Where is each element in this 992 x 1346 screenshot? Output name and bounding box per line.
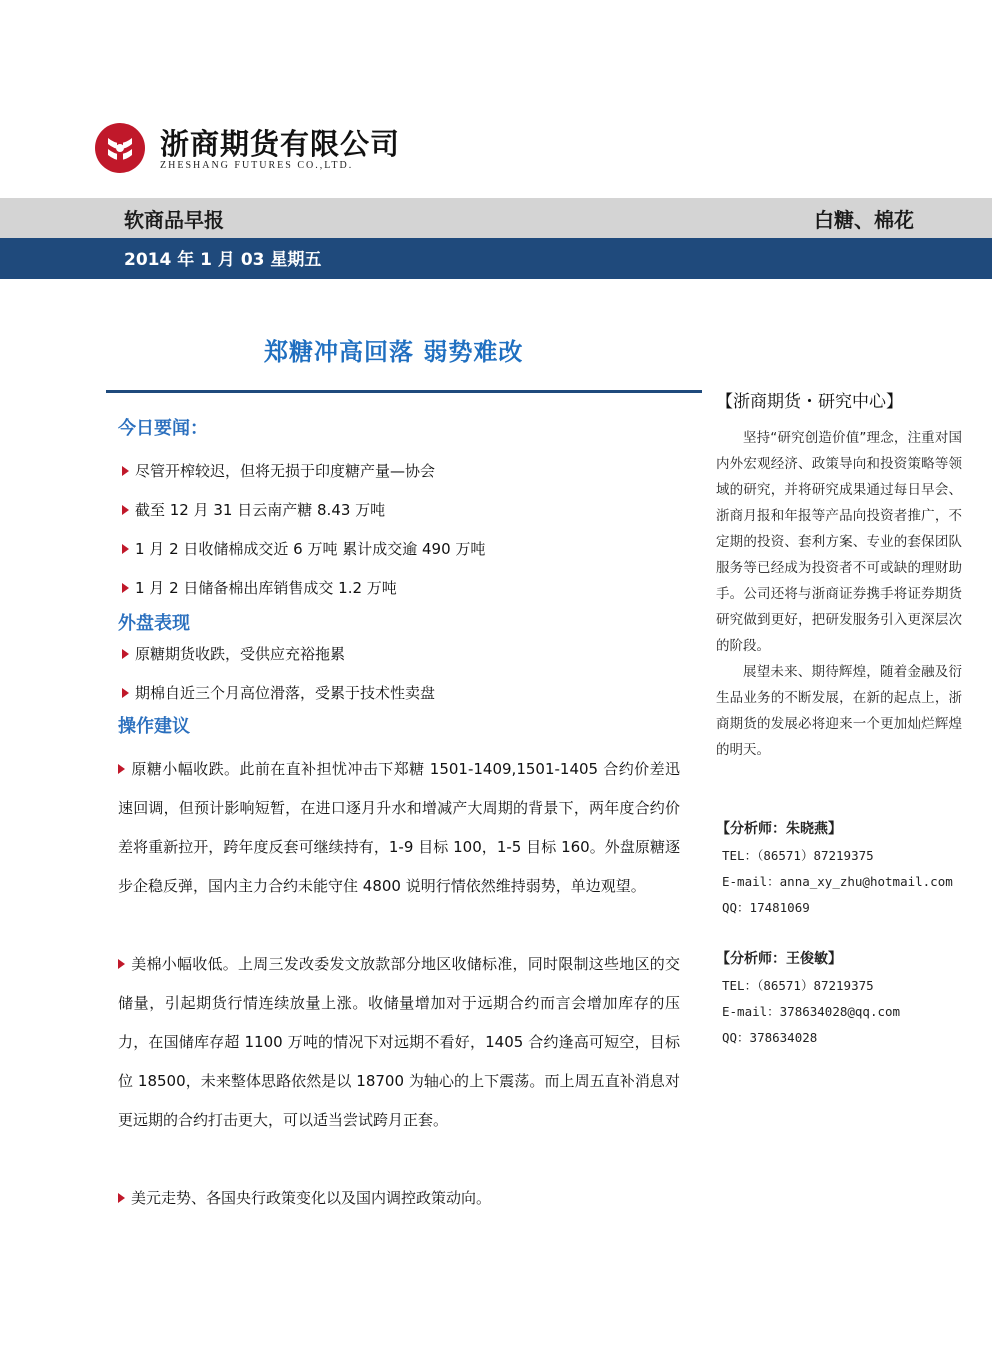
intro-paragraph: 坚持“研究创造价值”理念，注重对国内外宏观经济、政策导向和投资策略等领域的研究，并将研究成果通过每日早会、浙商月报和年报等产品向投资者推广，不定期的投资、套利方案、专业的套保团队服务等已经成为投资者不可或缺的理财助手。公司还将与浙商证券携手将证券期货研究做到更好，把研发服务引入更深层次的阶段。 [716, 430, 962, 654]
bullet-icon [118, 764, 125, 774]
bullet-icon [122, 466, 129, 476]
list-item: 尽管开榨较迟，但将无损于印度糖产量—协会 [122, 460, 435, 481]
analyst-email[interactable]: E-mail：378634028@qq.com [722, 1004, 901, 1019]
analyst-title: 【分析师：王俊敏】 [716, 951, 842, 967]
page-title: 郑糖冲高回落 弱势难改 [264, 338, 524, 366]
section-title-overseas: 外盘表现 [118, 613, 190, 634]
analyst-title: 【分析师：朱晓燕】 [716, 821, 842, 837]
headline-divider [106, 390, 702, 393]
company-logo-icon [94, 122, 146, 174]
section-title-news: 今日要闻： [118, 418, 208, 439]
analyst-qq: QQ：17481069 [722, 900, 810, 915]
list-item: 期棉自近三个月高位滑落，受累于技术性卖盘 [122, 682, 435, 703]
analyst-qq: QQ：378634028 [722, 1030, 818, 1045]
bullet-icon [122, 688, 129, 698]
bullet-icon [122, 649, 129, 659]
bullet-icon [122, 583, 129, 593]
company-name-en: ZHESHANG FUTURES CO.,LTD. [160, 160, 354, 171]
research-center-intro [716, 425, 962, 763]
analyst-email[interactable]: E-mail：anna_xy_zhu@hotmail.com [722, 874, 953, 889]
list-item: 1 月 2 日储备棉出库销售成交 1.2 万吨 [122, 577, 397, 598]
company-name-cn: 浙商期货有限公司 [160, 127, 401, 161]
advice-paragraph: 美棉小幅收低。上周三发改委发文放款部分地区收储标准，同时限制这些地区的交储量，引起期货行情连续放量上涨。收储量增加对于远期合约而言会增加库存的压力，在国储库存超 1100 万吨的情况下对远期不看好，1405 合约逢高可短空，目标位 18500，未来整体思路依然是以 18700 为轴心的上下震荡。而上周五直补消息对更远期的合约打击更大，可以适当尝试跨月正套。 [118, 955, 680, 1129]
analyst-tel: TEL：（86571）87219375 [722, 848, 874, 863]
list-item: 1 月 2 日收储棉成交近 6 万吨 累计成交逾 490 万吨 [122, 538, 485, 559]
report-date: 2014 年 1 月 03 星期五 [124, 250, 322, 270]
bullet-icon [122, 544, 129, 554]
advice-paragraph: 原糖小幅收跌。此前在直补担忧冲击下郑糖 1501-1409,1501-1405 合约价差迅速回调，但预计影响短暂，在进口逐月升水和增减产大周期的背景下，两年度合约价差将重新拉开，跨年度反套可继续持有，1-9 目标 100，1-5 目标 160。外盘原糖逐步企稳反弹，国内主力合约未能守住 4800 说明行情依然维持弱势，单边观望。 [118, 760, 680, 895]
report-category: 白糖、棉花 [814, 208, 914, 232]
bullet-icon [118, 1193, 125, 1203]
research-center-title: 【浙商期货・研究中心】 [716, 392, 903, 412]
bullet-icon [118, 959, 125, 969]
list-item: 截至 12 月 31 日云南产糖 8.43 万吨 [122, 499, 385, 520]
list-item: 原糖期货收跌，受供应充裕拖累 [122, 643, 345, 664]
report-type: 软商品早报 [124, 208, 224, 232]
section-title-advice: 操作建议 [118, 716, 190, 737]
intro-paragraph: 展望未来、期待辉煌，随着金融及衍生品业务的不断发展，在新的起点上，浙商期货的发展必将迎来一个更加灿烂辉煌的明天。 [716, 664, 962, 758]
advice-paragraph: 美元走势、各国央行政策变化以及国内调控政策动向。 [118, 1179, 680, 1218]
analyst-tel: TEL：（86571）87219375 [722, 978, 874, 993]
bullet-icon [122, 505, 129, 515]
